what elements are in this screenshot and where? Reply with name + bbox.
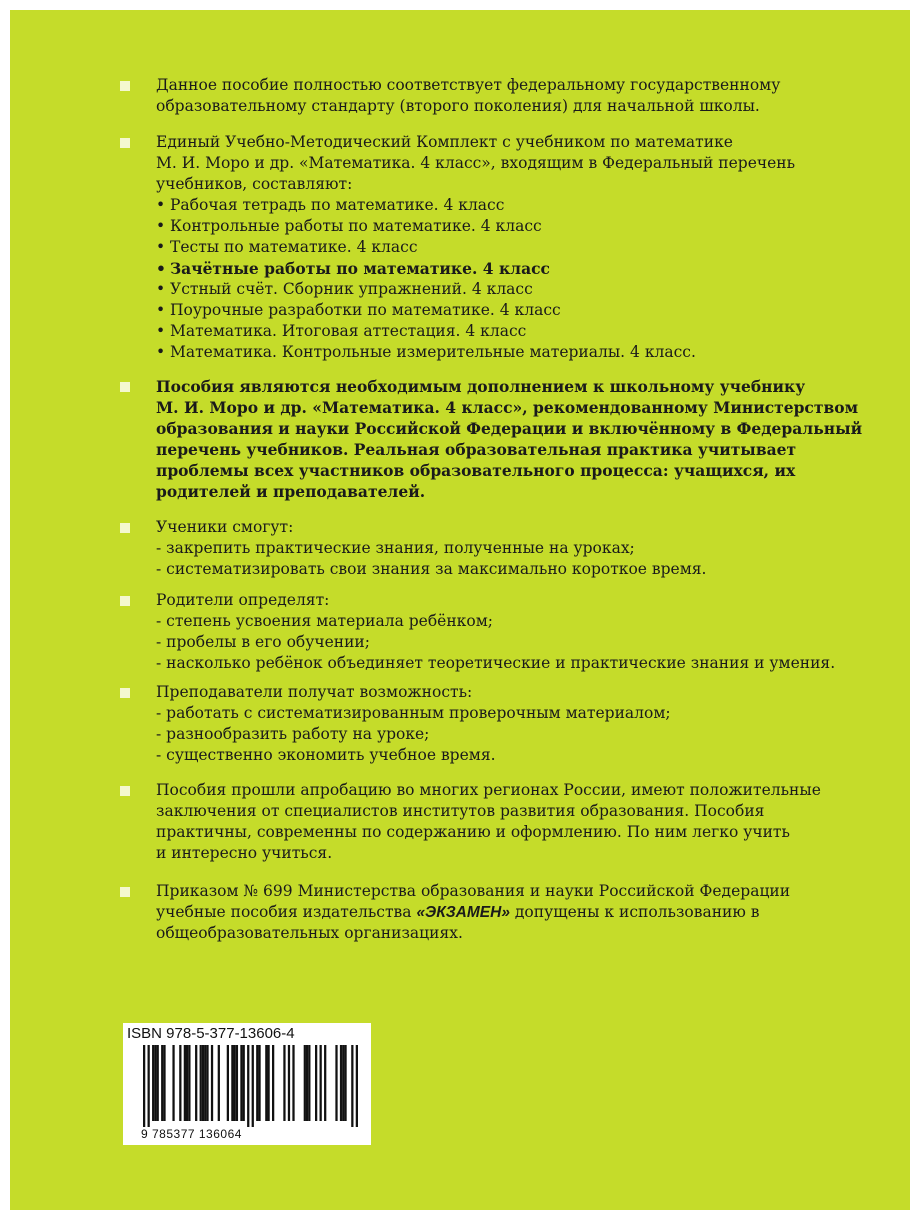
text-line: - существенно экономить учебное время.	[156, 746, 496, 764]
text-line: учебников, составляют:	[156, 175, 353, 193]
barcode-bar	[148, 1045, 150, 1127]
book-list-item: • Рабочая тетрадь по математике. 4 класс	[156, 195, 880, 216]
barcode-bar	[335, 1045, 337, 1121]
barcode-bar	[356, 1045, 358, 1127]
text-fragment: допущены к использованию в	[509, 903, 760, 921]
text-fragment: учебные пособия издательства	[156, 903, 417, 921]
back-cover	[10, 10, 910, 1210]
barcode-bar	[234, 1045, 236, 1121]
barcode-bar	[292, 1045, 294, 1121]
barcode-bar	[186, 1045, 188, 1121]
book-list-item-highlighted: • Зачётные работы по математике. 4 класс	[156, 258, 880, 279]
barcode-bar	[320, 1045, 322, 1121]
book-list-item: • Тесты по математике. 4 класс	[156, 237, 880, 258]
barcode-icon	[143, 1045, 358, 1127]
square-bullet-icon	[120, 138, 130, 148]
barcode-bar	[306, 1045, 308, 1121]
barcode-bar	[218, 1045, 220, 1121]
text-line: М. И. Моро и др. «Математика. 4 класс», входящим в Федеральный перечень	[156, 154, 796, 172]
isbn-barcode-block	[123, 1023, 371, 1145]
barcode-bar	[267, 1045, 269, 1121]
text-line: - пробелы в его обучении;	[156, 633, 370, 651]
text-line: Данное пособие полностью соответствует федеральному государственному	[156, 76, 781, 94]
book-list	[156, 195, 880, 363]
text-line: - насколько ребёнок объединяет теоретические и практические знания и умения.	[156, 654, 836, 672]
book-list-item: • Поурочные разработки по математике. 4 класс	[156, 300, 880, 321]
text-line: образования и науки Российской Федерации и включённому в Федеральный	[156, 419, 863, 438]
barcode-bar	[231, 1045, 233, 1121]
barcode-bar	[315, 1045, 317, 1121]
isbn-digits: 9 785377 136064	[141, 1127, 242, 1141]
barcode-bar	[243, 1045, 245, 1121]
square-bullet-icon	[120, 887, 130, 897]
barcode-bar	[340, 1045, 342, 1121]
barcode-bar	[288, 1045, 290, 1121]
barcode-bar	[272, 1045, 274, 1121]
barcode-bar	[211, 1045, 213, 1121]
students-section	[120, 517, 880, 580]
supplement-section	[120, 376, 880, 502]
text-line: Единый Учебно-Методический Комплект с учебником по математике	[156, 133, 733, 151]
complect-section	[120, 132, 880, 363]
barcode-bar	[163, 1045, 165, 1121]
barcode-bar	[252, 1045, 254, 1127]
square-bullet-icon	[120, 786, 130, 796]
barcode-bar	[344, 1045, 346, 1121]
text-line: заключения от специалистов институтов развития образования. Пособия	[156, 802, 765, 820]
barcode-bar	[143, 1045, 145, 1127]
barcode-bar	[157, 1045, 159, 1121]
text-line: Пособия прошли апробацию во многих регионах России, имеют положительные	[156, 781, 821, 799]
book-list-item: • Математика. Контрольные измерительные материалы. 4 класс.	[156, 342, 880, 363]
barcode-bar	[247, 1045, 249, 1127]
barcode-bar	[351, 1045, 353, 1127]
barcode-bar	[342, 1045, 344, 1121]
barcode-bar	[202, 1045, 204, 1121]
barcode-bar	[204, 1045, 206, 1121]
text-line: перечень учебников. Реальная образовательная практика учитывает	[156, 440, 797, 459]
text-line: Пособия являются необходимым дополнением к школьному учебнику	[156, 377, 806, 396]
square-bullet-icon	[120, 81, 130, 91]
barcode-bar	[324, 1045, 326, 1121]
barcode-bar	[154, 1045, 156, 1121]
text-line: Преподаватели получат возможность:	[156, 683, 473, 701]
square-bullet-icon	[120, 523, 130, 533]
publisher-name: «ЭКЗАМЕН»	[416, 904, 510, 921]
standard-compliance-section	[120, 75, 880, 117]
barcode-bar	[258, 1045, 260, 1121]
barcode-bar	[283, 1045, 285, 1121]
barcode-bar	[240, 1045, 242, 1121]
text-line: образовательному стандарту (второго поколения) для начальной школы.	[156, 97, 760, 115]
text-line: - работать с систематизированным проверочным материалом;	[156, 704, 671, 722]
text-line: М. И. Моро и др. «Математика. 4 класс», рекомендованному Министерством	[156, 398, 859, 417]
approbation-section	[120, 780, 880, 864]
barcode-bar	[200, 1045, 202, 1121]
barcode-bar	[265, 1045, 267, 1121]
text-line: Родители определят:	[156, 591, 330, 609]
text-line: - закрепить практические знания, полученные на уроках;	[156, 539, 635, 557]
barcode-bar	[206, 1045, 208, 1121]
text-line: Ученики смогут:	[156, 518, 294, 536]
parents-section	[120, 590, 880, 674]
decree-section	[120, 881, 880, 944]
barcode-bar	[184, 1045, 186, 1121]
text-line: - систематизировать свои знания за максимально короткое время.	[156, 560, 707, 578]
barcode-bar	[308, 1045, 310, 1121]
barcode-bar	[152, 1045, 154, 1121]
barcode-bar	[172, 1045, 174, 1121]
text-line: родителей и преподавателей.	[156, 482, 426, 501]
text-line: и интересно учиться.	[156, 844, 333, 862]
teachers-section	[120, 682, 880, 766]
text-line: - разнообразить работу на уроке;	[156, 725, 430, 743]
isbn-label: ISBN 978-5-377-13606-4	[127, 1025, 295, 1042]
text-line: практичны, современны по содержанию и оформлению. По ним легко учить	[156, 823, 790, 841]
barcode-bar	[304, 1045, 306, 1121]
book-list-item: • Устный счёт. Сборник упражнений. 4 класс	[156, 279, 880, 300]
barcode-bar	[256, 1045, 258, 1121]
barcode-bar	[227, 1045, 229, 1121]
text-line: общеобразовательных организациях.	[156, 924, 463, 942]
book-list-item: • Математика. Итоговая аттестация. 4 класс	[156, 321, 880, 342]
text-line: Приказом № 699 Министерства образования и науки Российской Федерации	[156, 882, 791, 900]
barcode-bar	[188, 1045, 190, 1121]
text-line	[156, 902, 880, 923]
square-bullet-icon	[120, 688, 130, 698]
text-line: проблемы всех участников образовательного процесса: учащихся, их	[156, 461, 796, 480]
barcode-bar	[161, 1045, 163, 1121]
barcode-bar	[236, 1045, 238, 1121]
barcode-bar	[179, 1045, 181, 1121]
barcode-bar	[195, 1045, 197, 1121]
text-line: - степень усвоения материала ребёнком;	[156, 612, 493, 630]
book-list-item: • Контрольные работы по математике. 4 класс	[156, 216, 880, 237]
square-bullet-icon	[120, 596, 130, 606]
square-bullet-icon	[120, 382, 130, 392]
